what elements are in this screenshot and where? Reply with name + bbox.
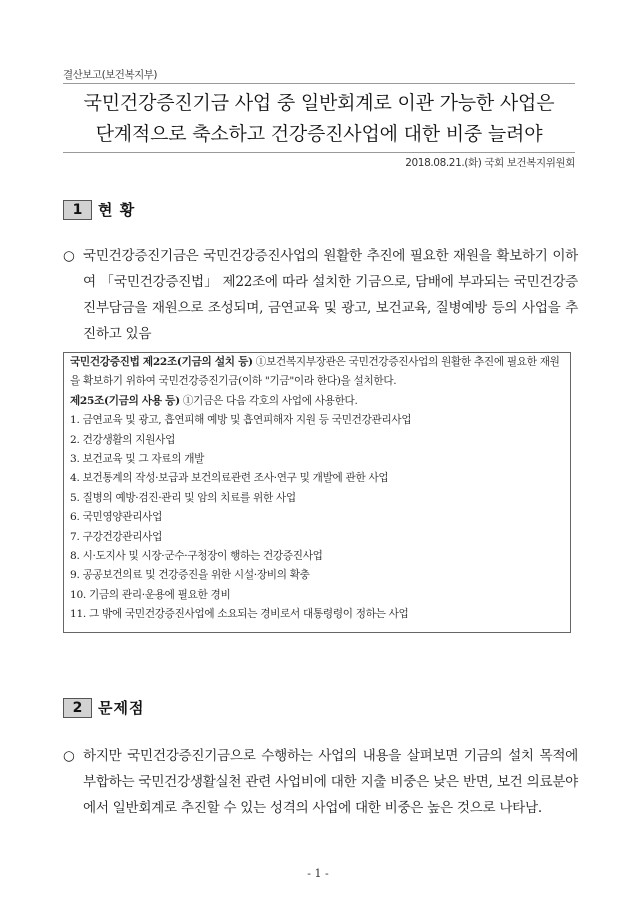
circle-bullet-icon: ○ <box>63 248 75 264</box>
article-22-line-2: 을 확보하기 위하여 국민건강증진기금(이하 "기금"이라 한다)을 설치한다. <box>70 375 397 388</box>
article-22-line-1 <box>70 353 570 372</box>
section-number-box: 2 <box>63 698 92 718</box>
section-title: 현 황 <box>98 201 136 219</box>
article-22-heading: 국민건강증진법 제22조(기금의 설치 등) <box>70 356 253 368</box>
article-25-heading: 제25조(기금의 사용 등) <box>70 394 180 407</box>
law-item: 8. 시·도지사 및 시장·군수·구청장이 행하는 건강증진사업 <box>70 550 323 563</box>
section-2-paragraph <box>63 743 578 821</box>
section-2-heading <box>63 697 144 718</box>
law-item: 3. 보건교육 및 그 자료의 개발 <box>70 453 205 466</box>
law-item: 1. 금연교육 및 광고, 흡연피해 예방 및 흡연피해자 지원 등 국민건강관리사업 <box>70 414 412 427</box>
section-1-paragraph <box>63 243 578 347</box>
header-bottom-rule <box>63 152 575 153</box>
document-title <box>63 88 575 150</box>
section-1-heading <box>63 199 135 220</box>
section-title: 문제점 <box>98 699 145 717</box>
title-line-2: 단계적으로 축소하고 건강증진사업에 대한 비중 늘려야 <box>95 123 543 145</box>
report-category-label: 결산보고(보건복지부) <box>63 69 157 81</box>
article-22-body: ①보건복지부장관은 국민건강증진사업의 원활한 추진에 필요한 재원 <box>252 356 560 368</box>
law-item: 11. 그 밖에 국민건강증진사업에 소요되는 경비로서 대통령령이 정하는 사업 <box>70 608 409 621</box>
header-top-rule <box>63 83 575 84</box>
law-item: 5. 질병의 예방·검진·관리 및 암의 치료를 위한 사업 <box>70 491 296 504</box>
section-number-box: 1 <box>63 200 92 220</box>
page-number: - 1 - <box>307 867 329 880</box>
law-item: 2. 건강생활의 지원사업 <box>70 433 176 446</box>
date-committee: 2018.08.21.(화) 국회 보건복지위원회 <box>405 157 575 169</box>
law-item: 6. 국민영양관리사업 <box>70 511 163 524</box>
article-25-body: ①기금은 다음 각호의 사업에 사용한다. <box>179 394 358 407</box>
circle-bullet-icon: ○ <box>63 748 75 764</box>
law-excerpt-box <box>63 352 571 633</box>
title-line-1: 국민건강증진기금 사업 중 일반회계로 이관 가능한 사업은 <box>83 92 555 114</box>
article-25-line <box>70 392 570 411</box>
paragraph-text: 국민건강증진기금은 국민건강증진사업의 원활한 추진에 필요한 재원을 확보하기 이하여 「국민건강증진법」 제22조에 따라 설치한 기금으로, 담배에 부과되는 국민건강증진부담금을 재원으로 조성되며, 금연교육 및 광고, 보건교육, 질병예방 등의 사업을 추진하고 있음 <box>83 248 578 342</box>
law-item: 9. 공공보건의료 및 건강증진을 위한 시설·장비의 확충 <box>70 569 310 582</box>
law-item: 4. 보건통계의 작성·보급과 보건의료관련 조사·연구 및 개발에 관한 사업 <box>70 472 389 485</box>
law-item: 10. 기금의 관리·운용에 필요한 경비 <box>70 588 231 601</box>
law-item: 7. 구강건강관리사업 <box>70 530 163 543</box>
paragraph-text: 하지만 국민건강증진기금으로 수행하는 사업의 내용을 살펴보면 기금의 설치 목적에 부합하는 국민건강생활실천 관련 사업비에 대한 지출 비중은 낮은 반면, 보건 의료분야에서 일반회계로 추진할 수 있는 성격의 사업에 대한 비중은 높은 것으로 나타남. <box>83 748 578 816</box>
